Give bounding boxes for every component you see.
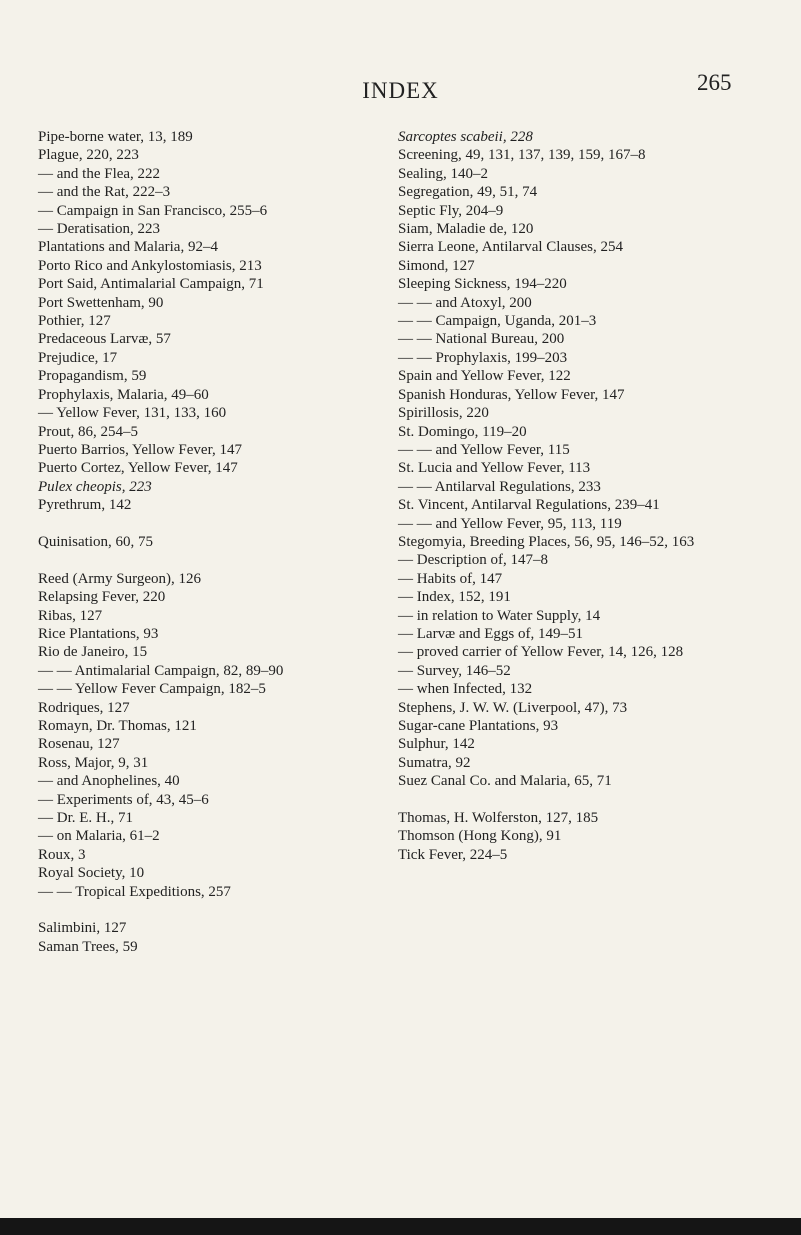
index-entry: Plantations and Malaria, 92–4 xyxy=(38,239,218,256)
index-entry: Plague, 220, 223 xyxy=(38,147,139,164)
index-entry: — — and Atoxyl, 200 xyxy=(398,294,532,311)
index-entry: Pipe-borne water, 13, 189 xyxy=(38,129,193,145)
index-entry: Spain and Yellow Fever, 122 xyxy=(398,368,571,385)
index-entry: Pulex cheopis, 223 xyxy=(38,478,152,495)
index-entry: St. Lucia and Yellow Fever, 113 xyxy=(398,460,591,477)
index-entry: Stegomyia, Breeding Places, 56, 95, 146–52, 163 xyxy=(398,533,695,550)
index-entry: Sugar-cane Plantations, 93 xyxy=(398,718,559,734)
index-entry: Sealing, 140–2 xyxy=(398,165,488,182)
index-entry: — Experiments of, 43, 45–6 xyxy=(38,791,209,808)
index-entry: Salimbini, 127 xyxy=(38,920,127,937)
index-entry: St. Domingo, 119–20 xyxy=(398,423,527,440)
page-number: 265 xyxy=(697,70,732,95)
index-entry: Sarcoptes scabeii, 228 xyxy=(398,129,533,145)
index-column-right xyxy=(398,128,738,864)
index-entry: Siam, Maladie de, 120 xyxy=(398,221,534,238)
index-entry: Prejudice, 17 xyxy=(38,349,118,366)
index-entry: Screening, 49, 131, 137, 139, 159, 167–8 xyxy=(398,147,646,164)
index-entry: — when Infected, 132 xyxy=(398,681,533,698)
index-entry: — Yellow Fever, 131, 133, 160 xyxy=(38,405,227,422)
index-entry: Tick Fever, 224–5 xyxy=(398,846,508,863)
index-entry: — — Yellow Fever Campaign, 182–5 xyxy=(38,681,266,698)
index-entry: — proved carrier of Yellow Fever, 14, 126, 128 xyxy=(398,644,684,661)
index-entry: Pyrethrum, 142 xyxy=(38,497,132,514)
index-entry: Sleeping Sickness, 194–220 xyxy=(398,276,567,293)
index-entry: Segregation, 49, 51, 74 xyxy=(398,184,538,201)
index-entry: — Survey, 146–52 xyxy=(398,662,511,679)
index-entry: Puerto Cortez, Yellow Fever, 147 xyxy=(38,460,238,477)
entry-spacer xyxy=(38,515,378,533)
index-entry: Predaceous Larvæ, 57 xyxy=(38,331,171,348)
index-column-left xyxy=(38,128,378,956)
index-entry: Sulphur, 142 xyxy=(398,736,475,753)
index-entry: Septic Fly, 204–9 xyxy=(398,202,504,219)
entry-spacer xyxy=(38,551,378,569)
page-title: INDEX xyxy=(362,78,439,103)
index-entry: — — Prophylaxis, 199–203 xyxy=(398,349,568,366)
index-entry: Pothier, 127 xyxy=(38,313,111,330)
index-entry: Rosenau, 127 xyxy=(38,736,120,753)
index-entry: Propagandism, 59 xyxy=(38,368,147,385)
index-entry: Port Said, Antimalarial Campaign, 71 xyxy=(38,276,264,293)
index-entry: Thomson (Hong Kong), 91 xyxy=(398,828,562,845)
index-entry: — in relation to Water Supply, 14 xyxy=(398,607,601,624)
index-entry: Ribas, 127 xyxy=(38,607,103,624)
index-entry: — Larvæ and Eggs of, 149–51 xyxy=(398,625,583,642)
index-entry: Ross, Major, 9, 31 xyxy=(38,754,149,771)
index-entry: Relapsing Fever, 220 xyxy=(38,589,166,606)
index-entry: Quinisation, 60, 75 xyxy=(38,533,153,550)
index-entry: — Dr. E. H., 71 xyxy=(38,810,133,826)
index-entry: Roux, 3 xyxy=(38,846,86,863)
index-entry: Royal Society, 10 xyxy=(38,865,145,882)
index-entry: — and the Flea, 222 xyxy=(38,165,161,182)
index-entry: Rice Plantations, 93 xyxy=(38,625,159,642)
index-entry: — — Antilarval Regulations, 233 xyxy=(398,478,601,495)
index-entry: — — Campaign, Uganda, 201–3 xyxy=(398,313,597,330)
index-entry: Prout, 86, 254–5 xyxy=(38,423,139,440)
index-entry: Rodriques, 127 xyxy=(38,699,130,716)
index-entry: Reed (Army Surgeon), 126 xyxy=(38,570,202,587)
index-entry: — — and Yellow Fever, 95, 113, 119 xyxy=(398,515,622,532)
index-entry: — and Anophelines, 40 xyxy=(38,773,180,790)
index-entry: Stephens, J. W. W. (Liverpool, 47), 73 xyxy=(398,699,628,716)
index-entry: Puerto Barrios, Yellow Fever, 147 xyxy=(38,441,242,458)
index-entry: Saman Trees, 59 xyxy=(38,938,138,955)
index-entry: Sumatra, 92 xyxy=(398,754,471,771)
index-entry: — — Tropical Expeditions, 257 xyxy=(38,883,231,900)
index-entry: Rio de Janeiro, 15 xyxy=(38,644,148,661)
index-entry: — and the Rat, 222–3 xyxy=(38,184,171,201)
index-entry: — Index, 152, 191 xyxy=(398,589,511,606)
index-entry: — — Antimalarial Campaign, 82, 89–90 xyxy=(38,662,284,679)
index-entry: Simond, 127 xyxy=(398,257,475,274)
index-entry: Spirillosis, 220 xyxy=(398,405,489,422)
index-entry: Sierra Leone, Antilarval Clauses, 254 xyxy=(398,239,623,256)
index-entry: Spanish Honduras, Yellow Fever, 147 xyxy=(398,386,625,403)
index-entry: — — and Yellow Fever, 115 xyxy=(398,441,570,458)
index-entry: — Campaign in San Francisco, 255–6 xyxy=(38,202,268,219)
index-entry: — on Malaria, 61–2 xyxy=(38,828,160,845)
index-entry: St. Vincent, Antilarval Regulations, 239–41 xyxy=(398,497,660,514)
index-entry: — — National Bureau, 200 xyxy=(398,331,565,348)
entry-spacer xyxy=(38,901,378,919)
index-entry: — Description of, 147–8 xyxy=(398,552,548,569)
index-entry: Porto Rico and Ankylostomiasis, 213 xyxy=(38,257,262,274)
bottom-edge-rule xyxy=(0,1218,801,1235)
index-entry: Port Swettenham, 90 xyxy=(38,294,164,311)
index-entry: Romayn, Dr. Thomas, 121 xyxy=(38,717,197,734)
index-entry: — Habits of, 147 xyxy=(398,570,503,587)
entry-spacer xyxy=(398,791,738,809)
index-entry: Thomas, H. Wolferston, 127, 185 xyxy=(398,810,599,827)
index-entry: Prophylaxis, Malaria, 49–60 xyxy=(38,386,209,403)
index-entry: — Deratisation, 223 xyxy=(38,221,161,238)
index-entry: Suez Canal Co. and Malaria, 65, 71 xyxy=(398,773,612,790)
